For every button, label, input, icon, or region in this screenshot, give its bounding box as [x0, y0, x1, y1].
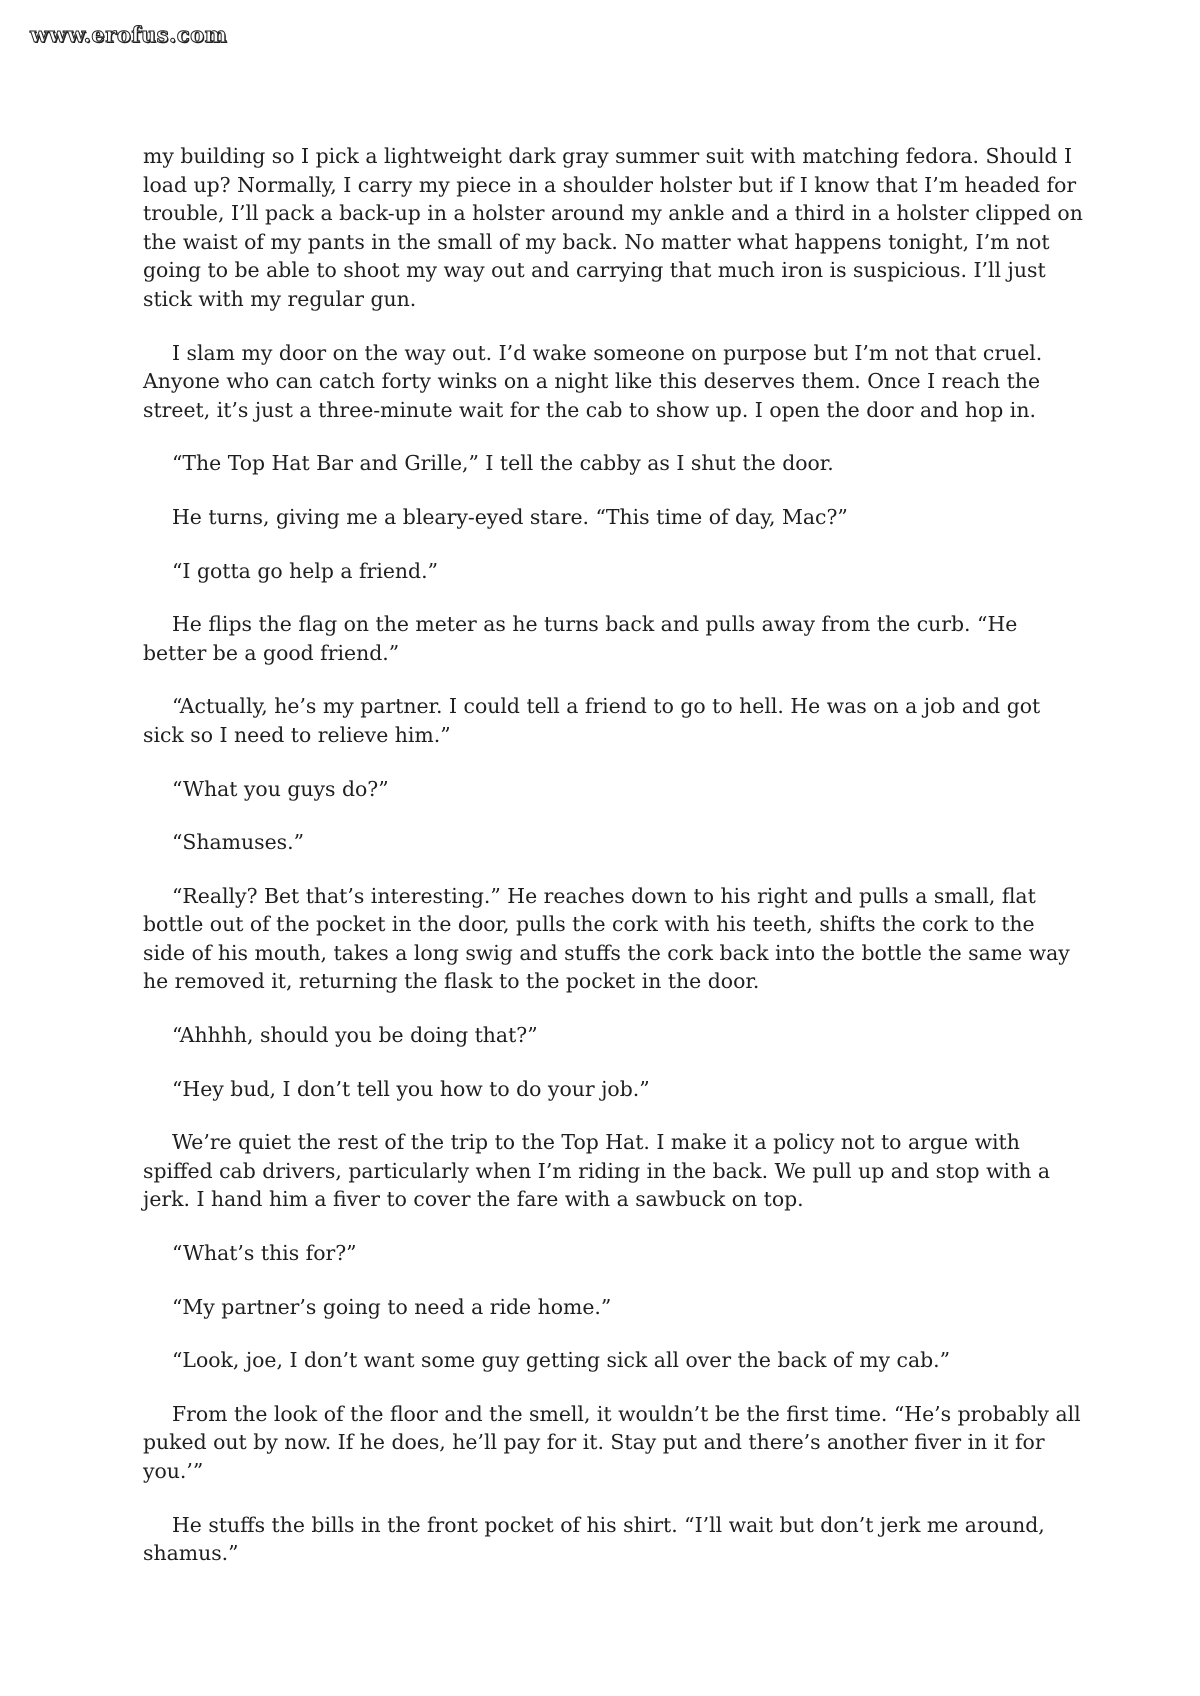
- paragraph: “The Top Hat Bar and Grille,” I tell the cabby as I shut the door.: [172, 451, 834, 476]
- paragraph: “Look, joe, I don’t want some guy getting sick all over the back of my cab.”: [172, 1348, 951, 1373]
- paragraph: We’re quiet the rest of the trip to the Top Hat. I make it a policy not to argue with spiffed cab drivers, particularly when I’m riding in the back. We pull up and stop with a jerk. I hand him a fiver to cover the fare with a sawbuck on top.: [143, 1130, 1051, 1212]
- paragraph: “What you guys do?”: [172, 776, 389, 801]
- paragraph: He turns, giving me a bleary-eyed stare. “This time of day, Mac?”: [172, 504, 848, 529]
- paragraph: “Actually, he’s my partner. I could tell a friend to go to hell. He was on a job and got sick so I need to relieve him.”: [143, 694, 1041, 747]
- paragraph: He flips the flag on the meter as he turns back and pulls away from the curb. “He better be a good friend.”: [143, 612, 1018, 665]
- paragraph: He stuffs the bills in the front pocket of his shirt. “I’ll wait but don’t jerk me around, shamus.”: [143, 1512, 1045, 1566]
- paragraph: “What’s this for?”: [172, 1241, 357, 1266]
- paragraph: “Shamuses.”: [172, 830, 305, 855]
- paragraph: From the look of the floor and the smell, it wouldn’t be the first time. “He’s probably all puked out by now. If he does, he’ll pay for it. Stay put and there’s another fiver in it for you.’”: [143, 1401, 1081, 1483]
- paragraph: “Hey bud, I don’t tell you how to do your job.”: [172, 1076, 650, 1101]
- paragraph: “My partner’s going to need a ride home.”: [172, 1294, 612, 1319]
- page-body-text: [143, 142, 1083, 1593]
- paragraph: “I gotta go help a friend.”: [172, 558, 438, 583]
- paragraph: “Ahhhh, should you be doing that?”: [172, 1023, 538, 1048]
- paragraph: “Really? Bet that’s interesting.” He reaches down to his right and pulls a small, flat bottle out of the pocket in the door, pulls the cork with his teeth, shifts the cork to the side of his mouth, takes a long swig and stuffs the cork back into the bottle the same way he removed it, returning the flask to the pocket in the door.: [143, 883, 1070, 994]
- paragraph: my building so I pick a lightweight dark gray summer suit with matching fedora. Should I load up? Normally, I carry my piece in a shoulder holster but if I know that I’m headed for trouble, I’ll pack a back-up in a holster around my ankle and a third in a holster clipped on the waist of my pants in the small of my back. No matter what happens tonight, I’m not going to be able to shoot my way out and carrying that much iron is suspicious. I’ll just stick with my regular gun.: [143, 144, 1083, 311]
- paragraph: I slam my door on the way out. I’d wake someone on purpose but I’m not that cruel. Anyone who can catch forty winks on a night like this deserves them. Once I reach the street, it’s just a three-minute wait for the cab to show up. I open the door and hop in.: [143, 340, 1043, 422]
- site-watermark: www.erofus.com: [30, 22, 228, 47]
